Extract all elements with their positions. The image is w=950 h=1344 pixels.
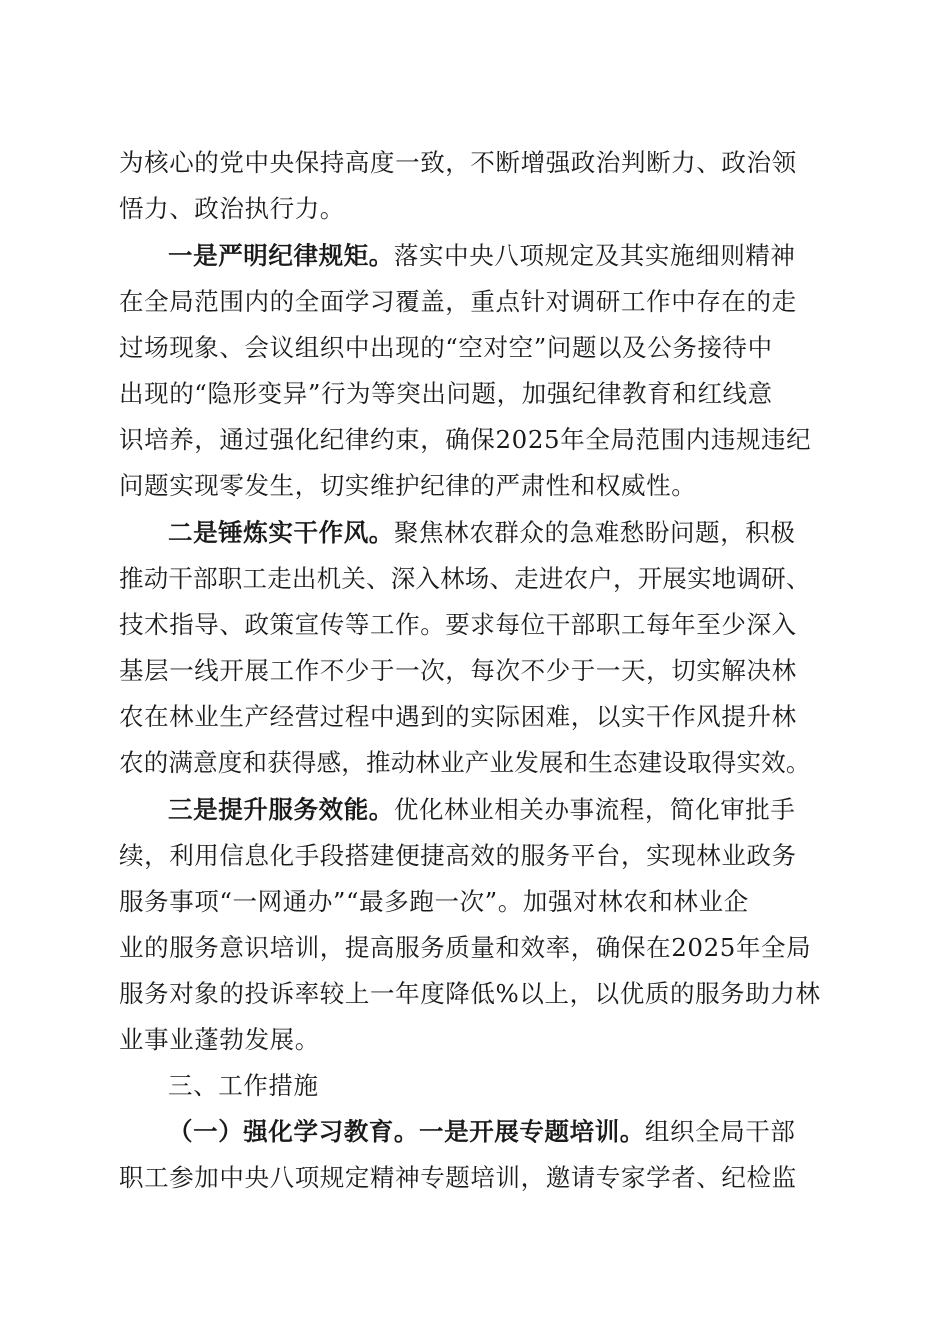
text-line bbox=[119, 559, 950, 599]
section-heading bbox=[168, 1066, 950, 1106]
text-line bbox=[119, 928, 950, 968]
text-line bbox=[119, 974, 950, 1014]
text-line bbox=[119, 697, 950, 737]
body-text: 推动干部职工走出机关、深入林场、走进农户，开展实地调研、 bbox=[119, 564, 811, 593]
body-text: 技术指导、政策宣传等工作。要求每位干部职工每年至少深入 bbox=[119, 610, 797, 639]
text-line bbox=[119, 143, 950, 183]
text-line bbox=[119, 374, 950, 414]
body-text: 为核心的党中央保持高度一致，不断增强政治判断力、政治领 bbox=[119, 148, 797, 177]
body-text: 农的满意度和获得感，推动林业产业发展和生态建设取得实效。 bbox=[119, 748, 811, 777]
paragraph-lead: 一是开展专题培训。 bbox=[419, 1117, 645, 1146]
body-text: 问题实现零发生，切实维护纪律的严肃性和权威性。 bbox=[119, 471, 697, 500]
text-line bbox=[119, 420, 950, 460]
body-text: 识培养，通过强化纪律约束，确保2025年全局范围内违规违纪 bbox=[119, 425, 812, 454]
body-text: 优化林业相关办事流程，简化审批手 bbox=[393, 795, 796, 824]
paragraph-lead: 二是锤炼实干作风。 bbox=[168, 518, 394, 547]
heading-text: 三、工作措施 bbox=[168, 1071, 319, 1100]
body-text: 过场现象、会议组织中出现的“空对空”问题以及公务接待中 bbox=[119, 333, 773, 362]
text-line bbox=[119, 189, 950, 229]
body-text: 落实中央八项规定及其实施细则精神 bbox=[393, 241, 796, 270]
body-text: 农在林业生产经营过程中遇到的实际困难，以实干作风提升林 bbox=[119, 702, 797, 731]
paragraph-first-line bbox=[168, 790, 950, 830]
body-text: 组织全局干部 bbox=[644, 1117, 796, 1146]
text-line bbox=[119, 651, 950, 691]
text-line bbox=[119, 743, 950, 783]
text-line bbox=[119, 282, 950, 322]
body-text: 服务对象的投诉率较上一年度降低%以上，以优质的服务助力林 bbox=[119, 979, 821, 1008]
body-text: 在全局范围内的全面学习覆盖，重点针对调研工作中存在的走 bbox=[119, 287, 797, 316]
body-text: 续，利用信息化手段搭建便捷高效的服务平台，实现林业政务 bbox=[119, 841, 797, 870]
body-text: 出现的“隐形变异”行为等突出问题，加强纪律教育和红线意 bbox=[119, 379, 773, 408]
paragraph-first-line bbox=[168, 513, 950, 553]
body-text: 基层一线开展工作不少于一次，每次不少于一天，切实解决林 bbox=[119, 656, 797, 685]
subsection-title: （一）强化学习教育。 bbox=[168, 1117, 419, 1146]
body-text: 业的服务意识培训，提高服务质量和效率，确保在2025年全局 bbox=[119, 933, 812, 962]
paragraph-lead: 一是严明纪律规矩。 bbox=[168, 241, 394, 270]
text-line bbox=[119, 882, 950, 922]
text-line bbox=[119, 605, 950, 645]
text-line bbox=[119, 1020, 950, 1060]
paragraph-first-line bbox=[168, 1112, 950, 1152]
text-line bbox=[119, 466, 950, 506]
body-text: 业事业蓬勃发展。 bbox=[119, 1025, 320, 1054]
body-text: 服务事项“一网通办”“最多跑一次”。加强对林农和林业企 bbox=[119, 887, 749, 916]
body-text: 职工参加中央八项规定精神专题培训，邀请专家学者、纪检监 bbox=[119, 1163, 797, 1192]
text-line bbox=[119, 1158, 950, 1198]
body-text: 聚焦林农群众的急难愁盼问题，积极 bbox=[393, 518, 796, 547]
paragraph-first-line bbox=[168, 236, 950, 276]
text-line bbox=[119, 836, 950, 876]
body-text: 悟力、政治执行力。 bbox=[119, 194, 345, 223]
text-line bbox=[119, 328, 950, 368]
paragraph-lead: 三是提升服务效能。 bbox=[168, 795, 394, 824]
